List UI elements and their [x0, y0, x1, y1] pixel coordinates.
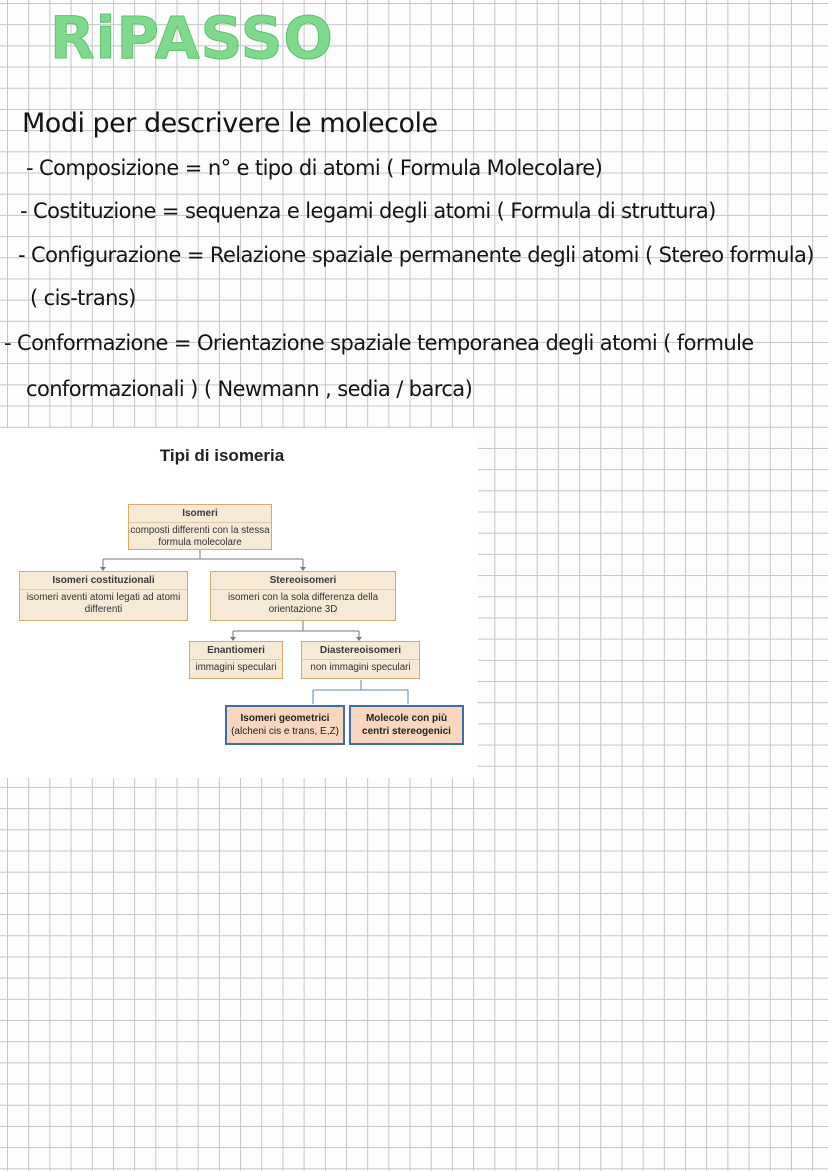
notes-heading: Modi per descrivere le molecole [22, 108, 438, 139]
isomeria-diagram [0, 428, 478, 778]
box-molecole-stereocentri: Molecole con più centri stereogenici [349, 705, 464, 745]
box-isomeri-geometrici: Isomeri geometrici (alcheni cis e trans, E,Z) [225, 705, 345, 745]
box-stereoisomeri: Stereoisomeri isomeri con la sola differenza della orientazione 3D [210, 571, 396, 621]
box-enantiomeri: Enantiomeri immagini speculari [189, 641, 283, 679]
page-title: RiPASSO [50, 4, 334, 72]
box-isomeri: Isomeri composti differenti con la stessa formula molecolare [128, 504, 272, 550]
note-conformazione-cont: conformazionali ) ( Newmann , sedia / barca) [26, 377, 473, 401]
note-costituzione: - Costituzione = sequenza e legami degli atomi ( Formula di struttura) [20, 199, 716, 223]
note-configurazione-cont: ( cis-trans) [30, 286, 136, 310]
note-conformazione: - Conformazione = Orientazione spaziale temporanea degli atomi ( formule [4, 331, 754, 355]
box-isomeri-costituzionali: Isomeri costituzionali isomeri aventi atomi legati ad atomi differenti [19, 571, 188, 621]
diagram-title: Tipi di isomeria [159, 446, 285, 465]
note-composizione: - Composizione = n° e tipo di atomi ( Formula Molecolare) [26, 156, 603, 180]
note-configurazione: - Configurazione = Relazione spaziale permanente degli atomi ( Stereo formula) [18, 243, 814, 267]
box-diastereoisomeri: Diastereoisomeri non immagini speculari [301, 641, 420, 679]
